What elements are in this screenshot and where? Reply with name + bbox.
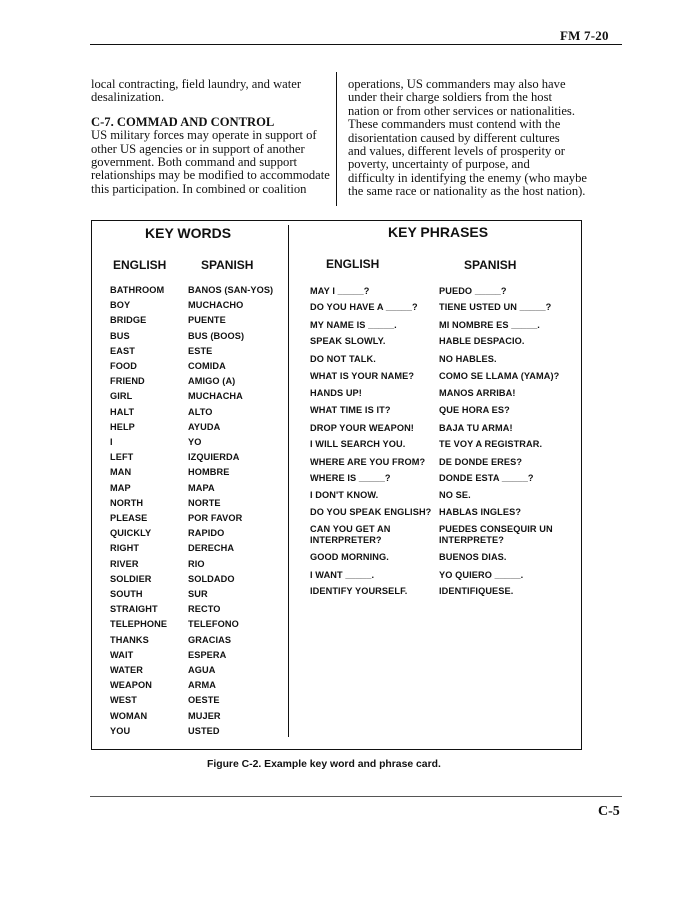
key-word-spanish: MAPA	[188, 482, 215, 493]
key-phrase-english: I WANT _____.	[310, 570, 375, 580]
key-phrase-english: DO YOU SPEAK ENGLISH?	[310, 507, 432, 517]
key-phrase-spanish: HABLAS INGLES?	[439, 507, 522, 517]
section-heading: C-7. COMMAD AND CONTROL	[91, 114, 275, 129]
key-word-english: WEAPON	[110, 680, 152, 691]
body-line: this participation. In combined or coalition	[91, 181, 307, 196]
key-word-spanish: BANOS (SAN-YOS)	[188, 285, 274, 295]
key-word-english: RIVER	[110, 558, 139, 569]
running-header: FM 7-20	[560, 28, 609, 43]
key-word-spanish: GRACIAS	[188, 634, 232, 645]
key-word-spanish: HOMBRE	[188, 467, 230, 478]
phrases-english-header: ENGLISH	[326, 257, 380, 271]
body-line: relationships may be modified to accommodate	[91, 168, 330, 183]
key-phrase-english: WHERE ARE YOU FROM?	[310, 457, 426, 467]
body-line: and values, different levels of prosperity or	[348, 144, 565, 159]
phrases-spanish-header: SPANISH	[464, 258, 517, 272]
key-word-english: BRIDGE	[110, 315, 147, 326]
key-phrase-spanish: IDENTIFIQUESE.	[439, 586, 514, 596]
key-phrase-spanish: NO HABLES.	[439, 354, 497, 364]
key-phrase-spanish: YO QUIERO _____.	[439, 570, 524, 580]
key-word-english: WAIT	[110, 649, 134, 660]
key-word-spanish: OESTE	[188, 695, 220, 706]
body-line: the same race or nationality as the host nation).	[348, 184, 586, 199]
key-word-spanish: COMIDA	[188, 361, 226, 371]
column-divider	[336, 72, 337, 206]
key-word-english: HELP	[110, 421, 135, 432]
key-word-spanish: RIO	[188, 558, 205, 569]
key-phrase-english: I DON'T KNOW.	[310, 490, 379, 500]
body-line: other US agencies or in support of another	[91, 141, 305, 156]
key-phrase-spanish: PUEDO _____?	[439, 286, 507, 296]
key-word-phrase-card	[91, 220, 582, 750]
key-word-english: STRAIGHT	[110, 604, 158, 615]
body-column-left	[91, 78, 329, 196]
key-word-spanish: POR FAVOR	[188, 513, 243, 523]
key-word-spanish: USTED	[188, 725, 220, 736]
key-phrase-spanish: NO SE.	[439, 490, 471, 500]
key-word-spanish: AYUDA	[188, 421, 221, 432]
key-word-spanish: MUCHACHA	[188, 391, 243, 402]
key-word-english: YOU	[110, 725, 131, 736]
key-phrases-title: KEY PHRASES	[388, 224, 489, 240]
key-word-english: BOY	[110, 300, 131, 311]
key-phrase-spanish: BUENOS DIAS.	[439, 552, 507, 562]
key-word-spanish: ESPERA	[188, 649, 227, 660]
body-line: poverty, uncertainty of purpose, and	[348, 157, 530, 172]
key-word-spanish: BUS (BOOS)	[188, 330, 245, 341]
body-line: US military forces may operate in support of	[91, 128, 317, 143]
key-phrase-english: WHAT TIME IS IT?	[310, 405, 391, 415]
words-english-header: ENGLISH	[113, 258, 167, 272]
key-word-spanish: YO	[188, 437, 202, 447]
key-phrase-spanish: QUE HORA ES?	[439, 405, 510, 415]
key-word-spanish: PUENTE	[188, 315, 226, 326]
key-word-english: THANKS	[110, 634, 149, 645]
left-paragraph-1	[91, 78, 329, 105]
key-word-spanish: ARMA	[188, 680, 216, 691]
key-phrase-english: DO YOU HAVE A _____?	[310, 302, 418, 312]
key-phrase-english: SPEAK SLOWLY.	[310, 336, 386, 346]
key-word-english: EAST	[110, 345, 135, 356]
key-word-spanish: MUCHACHO	[188, 300, 244, 311]
left-paragraph-2	[91, 129, 329, 196]
key-word-spanish: IZQUIERDA	[188, 452, 240, 463]
key-phrase-english: MY NAME IS _____.	[310, 320, 397, 330]
key-word-spanish: MUJER	[188, 710, 221, 721]
key-word-spanish: SUR	[188, 589, 208, 599]
key-phrase-english: GOOD MORNING.	[310, 552, 389, 562]
key-phrase-english: I WILL SEARCH YOU.	[310, 439, 406, 449]
body-line: local contracting, field laundry, and water	[91, 77, 302, 91]
key-phrase-spanish: DE DONDE ERES?	[439, 457, 523, 467]
key-word-english: WOMAN	[110, 710, 148, 721]
key-word-spanish: TELEFONO	[188, 619, 239, 630]
figure-caption: Figure C-2. Example key word and phrase card.	[207, 759, 441, 770]
key-phrase-spanish: BAJA TU ARMA!	[439, 423, 513, 433]
key-phrase-english: WHAT IS YOUR NAME?	[310, 371, 415, 381]
key-word-english: PLEASE	[110, 513, 148, 523]
key-word-english: SOUTH	[110, 589, 143, 599]
key-word-spanish: DERECHA	[188, 543, 235, 554]
key-phrase-english: WHERE IS _____?	[310, 473, 391, 483]
body-line: nation or from other services or nationalities.	[348, 103, 575, 118]
key-phrase-spanish: DONDE ESTA _____?	[439, 473, 534, 483]
key-phrase-spanish: TIENE USTED UN _____?	[439, 302, 552, 312]
key-word-spanish: RAPIDO	[188, 528, 225, 539]
key-phrase-spanish: TE VOY A REGISTRAR.	[439, 439, 543, 449]
key-word-english: LEFT	[110, 452, 134, 463]
key-phrase-english: DROP YOUR WEAPON!	[310, 423, 414, 433]
key-word-english: GIRL	[110, 391, 133, 402]
body-line: difficulty in identifying the enemy (who maybe	[348, 170, 587, 185]
key-word-spanish: RECTO	[188, 604, 221, 615]
key-word-english: TELEPHONE	[110, 619, 168, 630]
key-phrase-english: HANDS UP!	[310, 388, 362, 398]
page-number: C-5	[598, 804, 620, 819]
key-word-spanish: NORTE	[188, 497, 221, 508]
footer-rule	[90, 796, 622, 797]
key-word-english: BATHROOM	[110, 285, 165, 295]
key-word-english: QUICKLY	[110, 528, 152, 539]
key-word-spanish: AMIGO (A)	[188, 376, 236, 387]
key-word-english: SOLDIER	[110, 573, 152, 584]
key-word-english: FOOD	[110, 361, 137, 371]
key-phrase-spanish: MANOS ARRIBA!	[439, 388, 516, 398]
key-phrase-spanish: HABLE DESPACIO.	[439, 336, 525, 346]
key-word-english: I	[110, 437, 113, 447]
key-word-english: WEST	[110, 695, 137, 706]
key-word-spanish: ESTE	[188, 345, 213, 356]
key-phrase-english: CAN YOU GET AN INTERPRETER?	[310, 524, 391, 545]
card-divider	[288, 225, 289, 737]
key-word-english: RIGHT	[110, 543, 140, 554]
words-spanish-header: SPANISH	[201, 258, 254, 272]
body-line: desalinization.	[91, 90, 165, 105]
body-line: under their charge soldiers from the host	[348, 90, 553, 105]
key-word-english: FRIEND	[110, 376, 145, 387]
body-column-right	[348, 77, 587, 199]
key-phrase-spanish: PUEDES CONSEQUIR UN INTERPRETE?	[439, 524, 553, 545]
key-phrase-spanish: COMO SE LLAMA (YAMA)?	[439, 371, 560, 381]
key-phrase-english: MAY I _____?	[310, 286, 370, 296]
body-line: disorientation caused by different cultures	[348, 130, 560, 145]
key-words-title: KEY WORDS	[145, 225, 232, 241]
key-word-spanish: ALTO	[188, 406, 213, 417]
key-word-english: MAP	[110, 482, 131, 493]
body-line: operations, US commanders may also have	[348, 77, 566, 91]
header-rule	[90, 44, 622, 45]
key-phrase-english: IDENTIFY YOURSELF.	[310, 586, 408, 596]
key-phrase-english: DO NOT TALK.	[310, 354, 376, 364]
body-line: government. Both command and support	[91, 155, 298, 170]
body-line: These commanders must contend with the	[348, 117, 561, 132]
key-word-english: MAN	[110, 467, 132, 478]
key-word-english: HALT	[110, 406, 135, 417]
key-word-english: WATER	[110, 665, 143, 675]
key-word-english: BUS	[110, 330, 130, 341]
key-word-spanish: AGUA	[188, 665, 216, 675]
key-phrase-spanish: MI NOMBRE ES _____.	[439, 320, 540, 330]
key-word-spanish: SOLDADO	[188, 573, 235, 584]
key-word-english: NORTH	[110, 497, 144, 508]
